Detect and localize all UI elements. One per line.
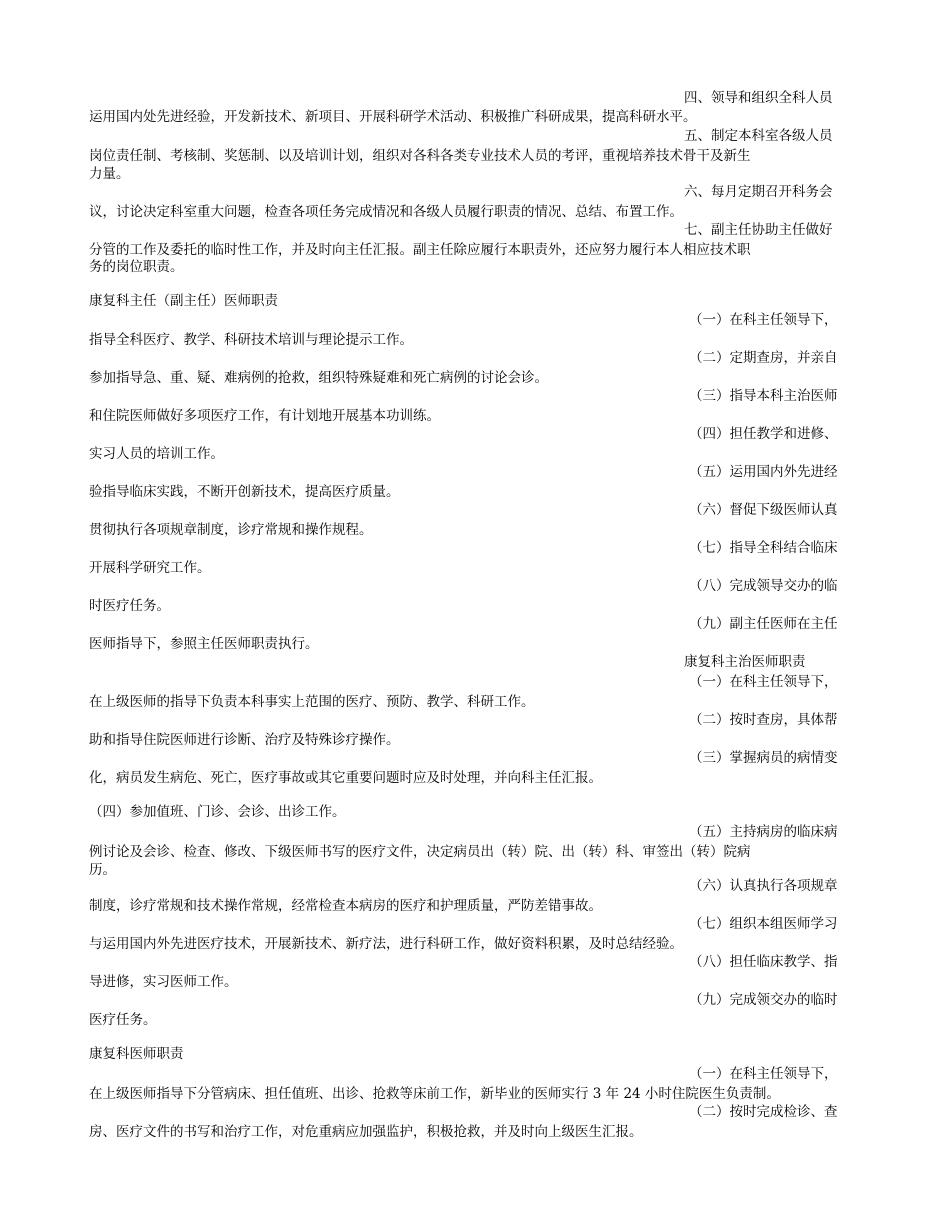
text-line: （三）指导本科主治医师 <box>689 388 838 404</box>
text-line: 医师指导下，参照主任医师职责执行。 <box>89 636 319 652</box>
text-line: 力量。 <box>89 166 130 182</box>
text-line: 贯彻执行各项规章制度，诊疗常规和操作规程。 <box>89 522 373 538</box>
text-line: （一）在科主任领导下， <box>689 674 838 690</box>
text-line: （一）在科主任领导下， <box>689 1066 838 1082</box>
text-line: 例讨论及会诊、检查、修改、下级医师书写的医疗文件，决定病员出（转）院、出（转）科、审签出（转）院病 <box>89 844 751 860</box>
text-line: （二）按时查房，具体帮 <box>689 712 838 728</box>
text-line: 开展科学研究工作。 <box>89 560 211 576</box>
text-line: 务的岗位职责。 <box>89 259 184 275</box>
text-line: （一）在科主任领导下， <box>689 312 838 328</box>
text-line: （三）掌握病员的病情变 <box>689 750 838 766</box>
text-line: 在上级医师的指导下负责本科事实上范围的医疗、预防、教学、科研工作。 <box>89 694 535 710</box>
text-line: 七、副主任协助主任做好 <box>684 222 833 238</box>
text-line: （二）定期查房，并亲自 <box>689 350 838 366</box>
text-line: 时医疗任务。 <box>89 598 170 614</box>
text-line: 历。 <box>89 862 116 878</box>
text-line: 五、制定本科室各级人员 <box>684 128 833 144</box>
text-line: 参加指导急、重、疑、难病例的抢救，组织特殊疑难和死亡病例的讨论会诊。 <box>89 370 548 386</box>
text-line: 岗位责任制、考核制、奖惩制、以及培训计划，组织对各科各类专业技术人员的考评，重视培养技术骨干及新生 <box>89 148 751 164</box>
text-line: （八）完成领导交办的临 <box>689 578 838 594</box>
text-line: 分管的工作及委托的临时性工作，并及时向主任汇报。副主任除应履行本职责外，还应努力履行本人相应技术职 <box>89 242 751 258</box>
text-line: 在上级医师指导下分管病床、担任值班、出诊、抢救等床前工作，新毕业的医师实行 3 年 24 小时住院医生负责制。 <box>89 1086 780 1102</box>
text-line: （六）督促下级医师认真 <box>689 502 838 518</box>
text-line: 助和指导住院医师进行诊断、治疗及特殊诊疗操作。 <box>89 732 400 748</box>
text-line: 实习人员的培训工作。 <box>89 446 224 462</box>
section-heading: 康复科主治医师职责 <box>684 654 806 670</box>
text-line: （五）主持病房的临床病 <box>689 824 838 840</box>
text-line: （五）运用国内外先进经 <box>689 464 838 480</box>
text-line: 制度，诊疗常规和技术操作常规，经常检查本病房的医疗和护理质量，严防差错事故。 <box>89 898 602 914</box>
text-line: 导进修，实习医师工作。 <box>89 974 238 990</box>
text-line: 化，病员发生病危、死亡，医疗事故或其它重要问题时应及时处理，并向科主任汇报。 <box>89 770 602 786</box>
section-heading: 康复科医师职责 <box>89 1046 184 1062</box>
text-line: 六、每月定期召开科务会 <box>684 184 833 200</box>
text-line: 议，讨论决定科室重大问题，检查各项任务完成情况和各级人员履行职责的情况、总结、布置工作。 <box>89 204 683 220</box>
text-line: （二）按时完成检诊、查 <box>689 1104 838 1120</box>
text-line: （八）担任临床教学、指 <box>689 954 838 970</box>
text-line: 指导全科医疗、教学、科研技术培训与理论提示工作。 <box>89 332 413 348</box>
text-line: （四）担任教学和进修、 <box>689 426 838 442</box>
text-line: 医疗任务。 <box>89 1012 157 1028</box>
text-line: 与运用国内外先进医疗技术，开展新技术、新疗法，进行科研工作，做好资料积累，及时总结经验。 <box>89 936 683 952</box>
text-line: 四、领导和组织全科人员 <box>684 90 833 106</box>
text-line: （九）完成领交办的临时 <box>689 992 838 1008</box>
text-line: 房、医疗文件的书写和治疗工作，对危重病应加强监护，积极抢救，并及时向上级医生汇报。 <box>89 1124 643 1140</box>
section-heading: 康复科主任（副主任）医师职责 <box>89 293 278 309</box>
text-line: （六）认真执行各项规章 <box>689 878 838 894</box>
text-line: （七）组织本组医师学习 <box>689 916 838 932</box>
text-line: 验指导临床实践，不断开创新技术，提高医疗质量。 <box>89 484 400 500</box>
text-line: 和住院医师做好多项医疗工作，有计划地开展基本功训练。 <box>89 408 440 424</box>
text-line: （四）参加值班、门诊、会诊、出诊工作。 <box>89 804 346 820</box>
text-line: （九）副主任医师在主任 <box>689 616 838 632</box>
text-line: （七）指导全科结合临床 <box>689 540 838 556</box>
text-line: 运用国内处先进经验，开发新技术、新项目、开展科研学术活动、积极推广科研成果，提高科研水平。 <box>89 109 697 125</box>
